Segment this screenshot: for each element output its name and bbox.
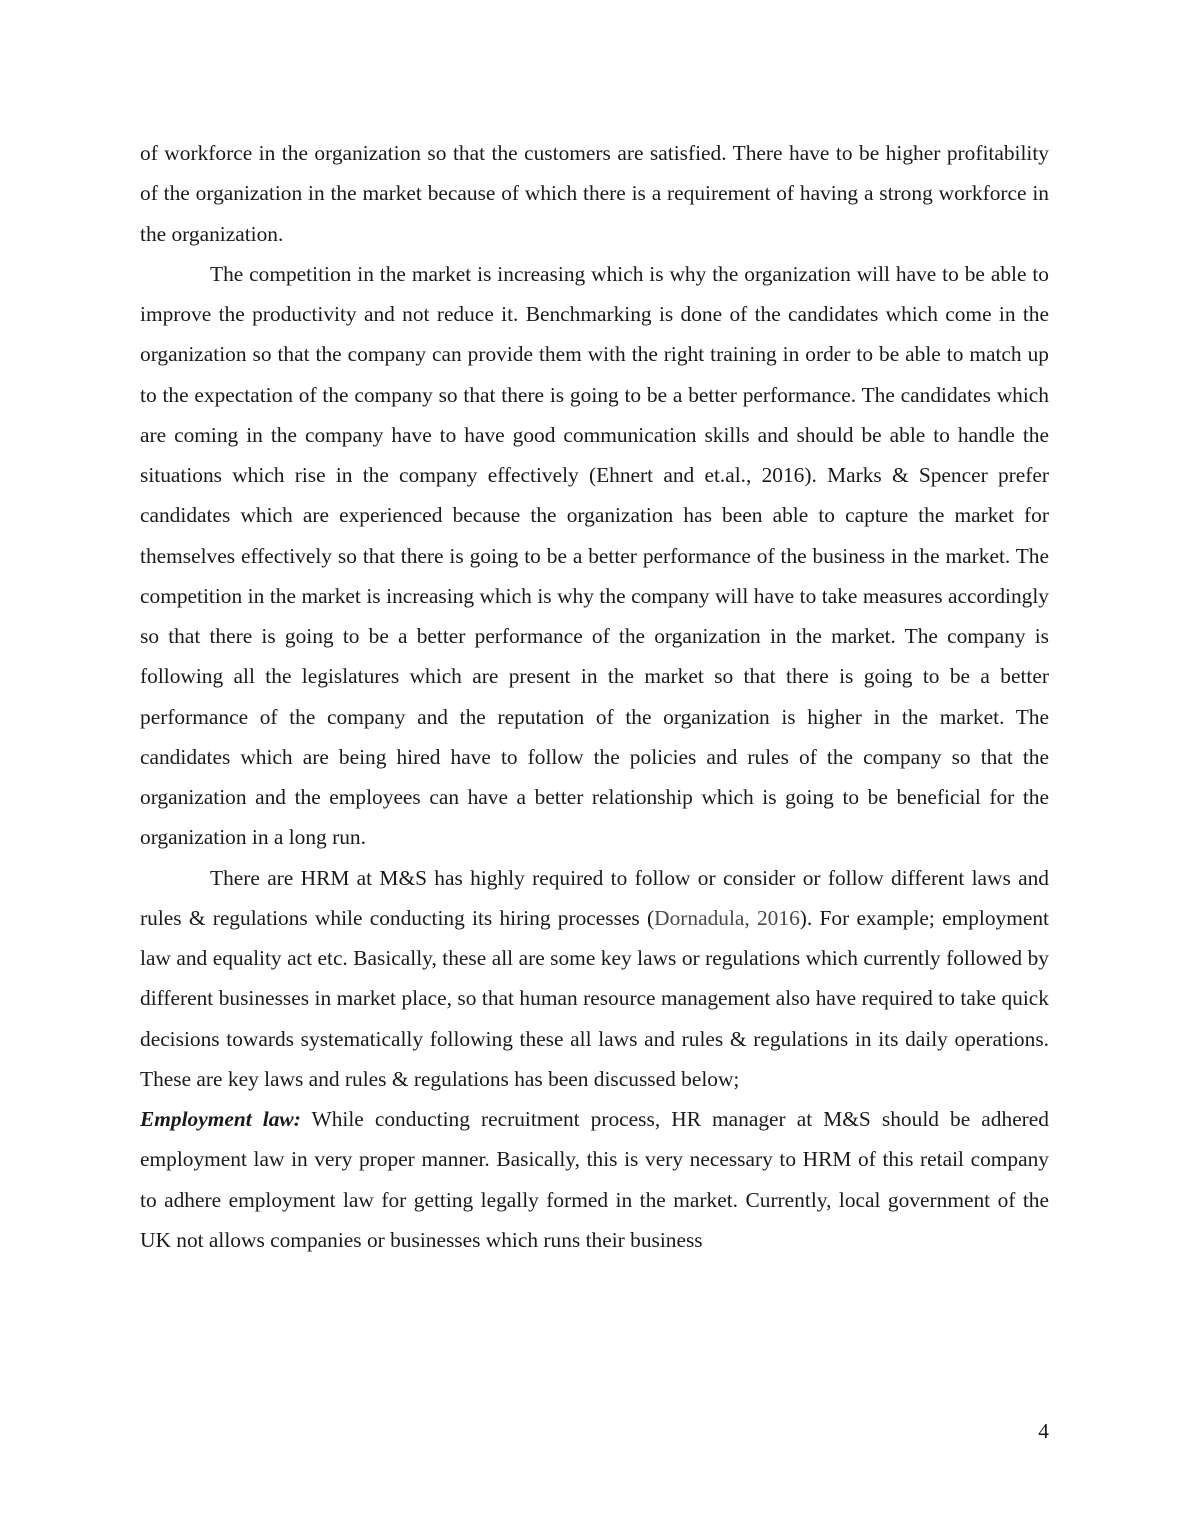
paragraph-4 [140, 1099, 1049, 1260]
paragraph-1: of workforce in the organization so that the customers are satisfied. There have to be higher profitability of the organization in the market because of which there is a requirement of having a strong workforce in the organization. [140, 141, 1049, 246]
citation-dornadula: Dornadula, 2016 [654, 905, 800, 930]
paragraph-2: The competition in the market is increasing which is why the organization will have to be able to improve the productivity and not reduce it. Benchmarking is done of the candidates which come in the organization so that the company can provide them with the right training in order to be able to match up to the expectation of the company so that there is going to be a better performance. The candidates which are coming in the company have to have good communication skills and should be able to handle the situations which rise in the company effectively (Ehnert and et.al., 2016). Marks & Spencer prefer candidates which are experienced because the organization has been able to capture the market for themselves effectively so that there is going to be a better performance of the business in the market. The competition in the market is increasing which is why the company will have to take measures accordingly so that there is going to be a better performance of the organization in the market. The company is following all the legislatures which are present in the market so that there is going to be a better performance of the company and the reputation of the organization is higher in the market. The candidates which are being hired have to follow the policies and rules of the company so that the organization and the employees can have a better relationship which is going to be beneficial for the organization in a long run. [140, 261, 1049, 850]
paragraph-3 [140, 858, 1049, 1100]
paragraph-3-text-end: ). For example; employment law and equality act etc. Basically, these all are some key laws or regulations which currently followed by different businesses in market place, so that human resource management also have required to take quick decisions towards systematically following these all laws and rules & regulations in its daily operations. These are key laws and rules & regulations has been discussed below; [140, 905, 1050, 1091]
paragraph-3-text-start: There are HRM at M&S has highly required to follow or consider or follow different laws and rules & regulations while conducting its hiring processes ( [140, 865, 1049, 930]
body-text [140, 133, 1049, 1260]
page-number: 4 [1038, 1419, 1049, 1443]
paragraph-4-text: While conducting recruitment process, HR manager at M&S should be adhered employment law in very proper manner. Basically, this is very necessary to HRM of this retail company to adhere employment law for getting legally formed in the market. Currently, local government of the UK not allows companies or businesses which runs their business [140, 1107, 1049, 1252]
employment-law-heading: Employment law: [140, 1107, 301, 1131]
